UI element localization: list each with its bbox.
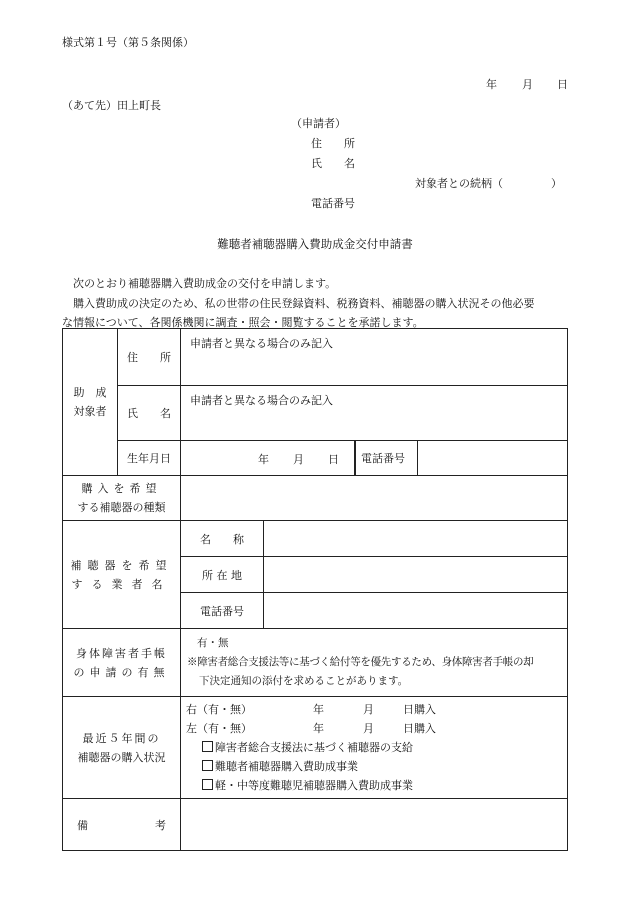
- body-paragraph-2-line-2: な情報について、各関係機関に調査・照会・閲覧することを承諾します。: [62, 316, 424, 329]
- body-paragraph-2-line-1: 購入費助成の決定のため、私の世帯の住民登録資料、税務資料、補聴器の購入状況その他必要: [73, 297, 535, 310]
- aid-type-field[interactable]: [181, 476, 568, 521]
- left-ear-year: 年: [313, 722, 324, 735]
- history-label-2: 補聴器の購入状況: [77, 750, 166, 764]
- vendor-phone-label: 電話番号: [200, 604, 244, 618]
- birthdate-label: 生年月日: [127, 452, 171, 465]
- history-option-1[interactable]: [186, 738, 567, 757]
- date-year: 年: [486, 78, 497, 91]
- certificate-note-2: 下決定通知の添付を求めることがあります。: [199, 675, 409, 687]
- birth-year: 年: [258, 453, 269, 466]
- certificate-choice[interactable]: 有・無: [197, 637, 229, 649]
- right-ear[interactable]: 右（有・無）: [186, 703, 252, 716]
- history-option-1-label: 障害者総合支援法に基づく補聴器の支給: [215, 741, 413, 754]
- left-ear-purchased: 日購入: [403, 722, 436, 735]
- target-name-note: 申請者と異なる場合のみ記入: [190, 394, 333, 407]
- right-ear-purchased: 日購入: [403, 703, 436, 716]
- vendor-name-field[interactable]: [264, 521, 568, 557]
- body-paragraph-1: 次のとおり補聴器購入費助成金の交付を申請します。: [73, 277, 337, 290]
- remarks-label-cell: [63, 799, 181, 851]
- vendor-name-label-cell: [181, 521, 264, 557]
- history-label-cell: [63, 697, 181, 799]
- document-title: 難聴者補聴器購入費助成金交付申請書: [217, 237, 413, 251]
- birthdate-field[interactable]: [181, 441, 405, 476]
- vendor-phone-label-cell: [181, 593, 264, 629]
- aid-type-label-cell: [63, 476, 181, 521]
- left-ear[interactable]: 左（有・無）: [186, 722, 252, 735]
- target-person-label-cell: [63, 329, 118, 476]
- checkbox-icon[interactable]: [202, 741, 213, 752]
- checkbox-icon[interactable]: [202, 779, 213, 790]
- target-name-label: 氏 名: [127, 407, 171, 420]
- phone-label-box: [355, 440, 418, 475]
- target-label-1: 助 成: [73, 386, 107, 399]
- vendor-location-label-cell: [181, 557, 264, 593]
- left-ear-row: [186, 719, 567, 738]
- date-day: 日: [557, 78, 568, 91]
- vendor-location-label: 所 在 地: [202, 568, 242, 582]
- certificate-label-2: の申請の有無: [73, 665, 170, 679]
- application-table: [62, 328, 568, 851]
- addressee: （あて先）田上町長: [62, 99, 161, 112]
- vendor-location-field[interactable]: [264, 557, 568, 593]
- certificate-label-1: 身体障害者手帳: [76, 646, 167, 660]
- applicant-heading: （申請者）: [291, 117, 346, 130]
- target-name-label-cell: [118, 386, 181, 441]
- target-address-label: 住 所: [127, 351, 171, 364]
- vendor-label-cell: [63, 521, 181, 629]
- remarks-field[interactable]: [181, 799, 568, 851]
- birthdate-label-cell: [118, 441, 181, 476]
- history-option-2-label: 難聴者補聴器購入費助成事業: [215, 760, 358, 773]
- target-phone-label: 電話番号: [361, 452, 405, 465]
- target-name-field[interactable]: [181, 386, 568, 441]
- certificate-label-cell: [63, 629, 181, 697]
- applicant-address-label: 住 所: [311, 137, 355, 150]
- certificate-note-1: ※障害者総合支援法等に基づく給付等を優先するため、身体障害者手帳の却: [187, 656, 534, 668]
- birth-day: 日: [328, 453, 339, 466]
- checkbox-icon[interactable]: [202, 760, 213, 771]
- aid-type-label-1: 購入を希望: [81, 482, 162, 495]
- right-ear-month: 月: [363, 703, 374, 716]
- target-label-2: 対象者: [73, 405, 107, 418]
- remarks-label-2: 考: [155, 818, 166, 832]
- right-ear-year: 年: [313, 703, 324, 716]
- target-address-label-cell: [118, 329, 181, 386]
- history-option-3[interactable]: [186, 776, 567, 795]
- remarks-label-1: 備: [77, 818, 88, 832]
- birth-month: 月: [293, 453, 304, 466]
- vendor-label-1: 補聴器を希望: [70, 558, 173, 572]
- relation-close: ）: [551, 177, 562, 190]
- target-address-note: 申請者と異なる場合のみ記入: [190, 337, 333, 350]
- certificate-field: [181, 629, 568, 697]
- vendor-phone-field[interactable]: [264, 593, 568, 629]
- relation-label: 対象者との続柄（: [415, 177, 503, 190]
- history-option-2[interactable]: [186, 757, 567, 776]
- target-address-field[interactable]: [181, 329, 568, 386]
- history-option-3-label: 軽・中等度難聴児補聴器購入費助成事業: [215, 779, 413, 792]
- left-ear-month: 月: [363, 722, 374, 735]
- aid-type-label-2: する補聴器の種類: [77, 501, 166, 514]
- history-label-1: 最近５年間の: [82, 731, 161, 745]
- date-month: 月: [522, 78, 533, 91]
- history-field: [181, 697, 568, 799]
- applicant-name-label: 氏 名: [311, 157, 355, 170]
- form-number: 様式第１号（第５条関係）: [62, 36, 194, 49]
- vendor-label-2: する業者名: [71, 577, 172, 591]
- right-ear-row: [186, 700, 567, 719]
- vendor-name-label: 名 称: [200, 532, 244, 546]
- applicant-phone-label: 電話番号: [311, 197, 355, 210]
